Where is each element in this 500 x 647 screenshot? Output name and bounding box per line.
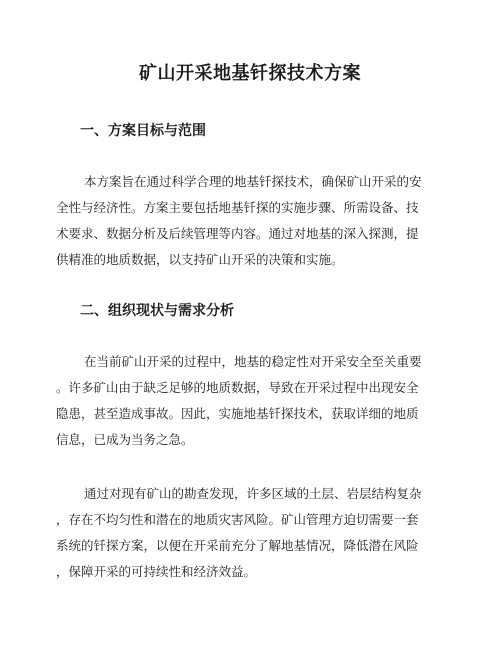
- document-title: 矿山开采地基钎探技术方案: [139, 63, 361, 84]
- paragraph-line: ，存在不均匀性和潜在的地质灾害风险。矿山管理方迫切需要一套: [56, 512, 419, 527]
- section-heading-analysis: 二、组织现状与需求分析: [80, 303, 234, 319]
- paragraph-line: 全性与经济性。方案主要包括地基钎探的实施步骤、所需设备、技: [56, 200, 419, 215]
- paragraph-line: 本方案旨在通过科学合理的地基钎探技术，确保矿山开采的安: [84, 174, 422, 189]
- paragraph-analysis-1: [56, 349, 448, 453]
- section-heading-goals: 一、方案目标与范围: [80, 123, 206, 139]
- paragraph-line: 系统的钎探方案，以便在开采前充分了解地基情况，降低潜在风险: [56, 538, 419, 553]
- paragraph-line: 隐患，甚至造成事故。因此，实施地基钎探技术，获取详细的地质: [56, 406, 419, 421]
- paragraph-analysis-2: [56, 481, 448, 585]
- paragraph-line: 通过对现有矿山的勘查发现，许多区域的土层、岩层结构复杂: [84, 486, 422, 501]
- paragraph-line: 。许多矿山由于缺乏足够的地质数据，导致在开采过程中出现安全: [56, 380, 419, 395]
- paragraph-goals: [56, 169, 448, 273]
- paragraph-line: 术要求、数据分析及后续管理等内容。通过对地基的深入探测，提: [56, 226, 419, 241]
- paragraph-line: ，保障开采的可持续性和经济效益。: [56, 564, 257, 579]
- paragraph-line: 信息，已成为当务之急。: [56, 432, 194, 447]
- paragraph-line: 在当前矿山开采的过程中，地基的稳定性对开采安全至关重要: [84, 354, 422, 369]
- paragraph-line: 供精准的地质数据，以支持矿山开采的决策和实施。: [56, 252, 344, 267]
